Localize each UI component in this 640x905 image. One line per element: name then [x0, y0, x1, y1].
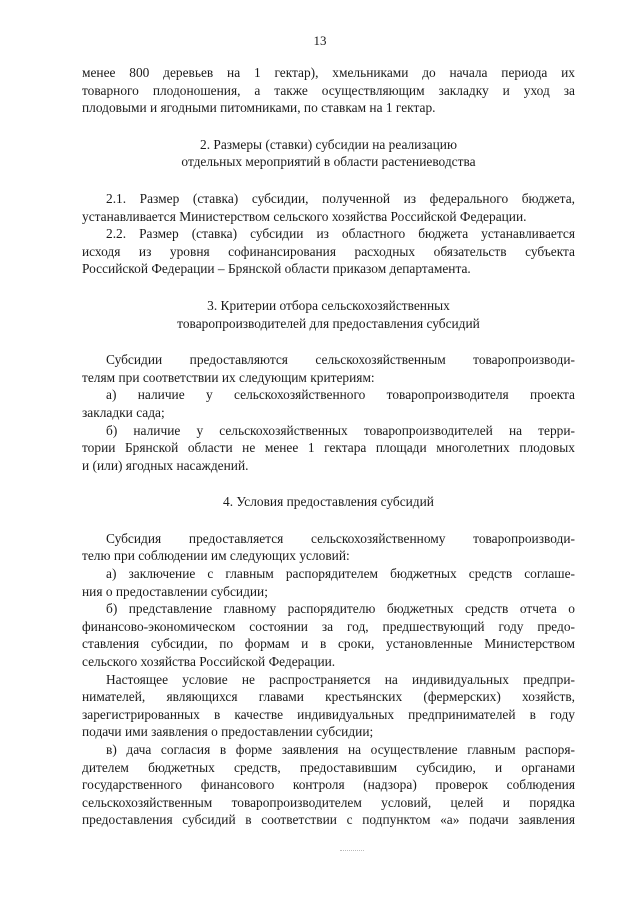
text-line: Настоящее условие не распространяется на индивидуальных предпри-	[106, 671, 575, 687]
text-line: предоставления субсидий в соответствии с подпунктом «а» подачи заявления	[82, 812, 575, 828]
text-line: ния о предоставлении субсидии;	[82, 583, 268, 599]
text-line: в) дача согласия в форме заявления на осуществление главным распоря-	[106, 742, 575, 757]
section-heading-2	[82, 136, 575, 171]
paragraph-intro	[82, 64, 575, 117]
heading-line: 3. Критерии отбора сельскохозяйственных	[207, 297, 450, 313]
scan-mark	[340, 850, 364, 851]
text-line: 2.1. Размер (ставка) субсидии, полученной из федерального бюджета,	[106, 190, 575, 206]
text-line: дителем бюджетных средств, предоставившим субсидию, и органами	[82, 759, 575, 775]
paragraph-4-intro	[82, 530, 575, 565]
text-line: б) наличие у сельскохозяйственных товаропроизводителей на терри-	[106, 422, 575, 438]
paragraph-3-intro	[82, 351, 575, 386]
paragraph-4-a	[82, 565, 575, 600]
text-line: сельского хозяйства Российской Федерации.	[82, 654, 336, 670]
text-line: устанавливается Министерством сельского хозяйства Российской Федерации.	[82, 208, 527, 224]
paragraph-4-v	[82, 741, 575, 829]
page-number: 13	[313, 33, 327, 48]
text-line: тории Брянской области не менее 1 гектара площади многолетних плодовых	[82, 440, 575, 456]
paragraph-3-b	[82, 422, 575, 475]
text-line: менее 800 деревьев на 1 гектар), хмельниками до начала периода их	[82, 65, 575, 80]
text-line: телю при соблюдении им следующих условий:	[82, 548, 350, 564]
paragraph-3-a	[82, 386, 575, 421]
text-line: ставления субсидии, по формам и в сроки, установленные Министерством	[82, 636, 575, 652]
text-line: исходя из уровня софинансирования расходных обязательств субъекта	[82, 243, 575, 259]
text-line: б) представление главному распорядителю бюджетных средств отчета о	[106, 601, 575, 617]
heading-line: 2. Размеры (ставки) субсидии на реализацию	[200, 136, 457, 152]
text-line: а) наличие у сельскохозяйственного товаропроизводителя проекта	[106, 387, 575, 403]
section-heading-3	[82, 297, 575, 332]
text-line: нимателей, являющихся главами крестьянских (фермерских) хозяйств,	[82, 689, 575, 705]
text-line: и (или) ягодных насаждений.	[82, 457, 249, 473]
paragraph-4-b	[82, 600, 575, 670]
text-line: Субсидии предоставляются сельскохозяйственным товаропроизводи-	[106, 352, 575, 368]
paragraph-2-2	[82, 225, 575, 278]
text-line: а) заключение с главным распорядителем бюджетных средств соглаше-	[106, 566, 575, 582]
text-line: Субсидия предоставляется сельскохозяйственному товаропроизводи-	[106, 530, 575, 546]
paragraph-2-1	[82, 190, 575, 225]
document-body	[82, 64, 575, 829]
text-line: зарегистрированных в качестве индивидуальных предпринимателей в году	[82, 706, 575, 722]
text-line: товарного плодоношения, а также осуществляющим закладку и уход за	[82, 82, 575, 98]
section-heading-4	[82, 493, 575, 511]
text-line: подачи ими заявления о предоставлении субсидии;	[82, 724, 374, 740]
text-line: закладки сада;	[82, 404, 165, 420]
text-line: финансово-экономическом состоянии за год, предшествующий году предо-	[82, 618, 575, 634]
text-line: телям при соответствии их следующим критериям:	[82, 369, 375, 385]
text-line: Российской Федерации – Брянской области приказом департамента.	[82, 261, 471, 277]
text-line: плодовыми и ягодными питомниками, по ставкам на 1 гектар.	[82, 100, 436, 116]
paragraph-4-note	[82, 671, 575, 741]
text-line: сельскохозяйственным товаропроизводителем условий, целей и порядка	[82, 794, 575, 810]
heading-line: отдельных мероприятий в области растениеводства	[181, 154, 476, 170]
heading-line: товаропроизводителей для предоставления субсидий	[177, 315, 480, 331]
heading-line: 4. Условия предоставления субсидий	[223, 494, 434, 510]
text-line: 2.2. Размер (ставка) субсидии из областного бюджета устанавливается	[106, 226, 575, 242]
text-line: государственного финансового контроля (надзора) проверок соблюдения	[82, 777, 575, 793]
